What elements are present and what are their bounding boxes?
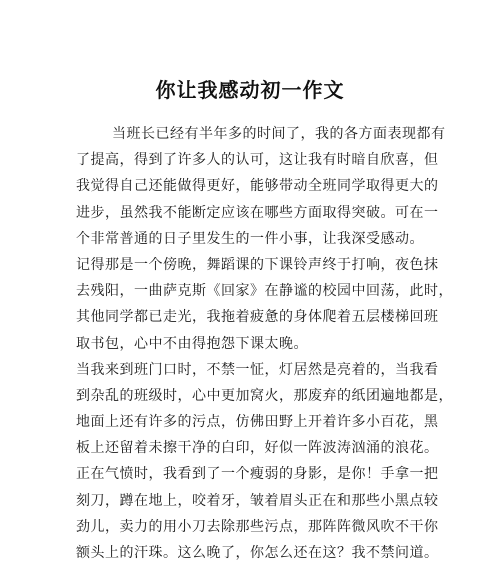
text-line-12: 地面上还有许多的污点，仿佛田野上开着许多小百花，黑 [76, 414, 439, 431]
text-line-4: 进步，虽然我不能断定应该在哪些方面取得突破。可在一 [76, 204, 439, 221]
text-line-16: 劲儿，卖力的用小刀去除那些污点，那阵阵微风吹不干你 [76, 518, 439, 535]
text-line-17: 额头上的汗珠。这么晚了，你怎么还在这？我不禁问道。 [76, 545, 439, 561]
document-title: 你让我感动初一作文 [155, 78, 345, 102]
document-body [76, 121, 453, 566]
text-line-6: 记得那是一个傍晚，舞蹈课的下课铃声终于打响，夜色抹 [76, 256, 439, 273]
text-line-5: 个非常普通的日子里发生的一件小事，让我深受感动。 [76, 230, 424, 247]
text-line-1: 当班长已经有半年多的时间了，我的各方面表现都有 [112, 126, 446, 142]
text-line-7: 去残阳，一曲萨克斯《回家》在静谧的校园中回荡，此时， [76, 283, 453, 300]
text-line-2: 了提高，得到了许多人的认可，这让我有时暗自欣喜，但 [76, 152, 439, 169]
text-line-11: 到杂乱的班级时，心中更加窝火，那废弃的纸团遍地都是， [76, 387, 453, 404]
text-line-9: 取书包，心中不由得抱怨下课太晚。 [76, 335, 308, 352]
text-line-3: 我觉得自己还能做得更好，能够带动全班同学取得更大的 [76, 178, 439, 195]
text-line-8: 其他同学都已走光，我拖着疲惫的身体爬着五层楼梯回班 [76, 309, 439, 326]
text-line-10: 当我来到班门口时，不禁一怔，灯居然是亮着的，当我看 [76, 361, 439, 378]
text-line-15: 刻刀，蹲在地上，咬着牙，皱着眉头正在和那些小黑点较 [76, 492, 439, 509]
text-line-14: 正在气愤时，我看到了一个瘦弱的身影，是你！手拿一把 [76, 466, 439, 483]
text-line-13: 板上还留着未擦干净的白印，好似一阵波涛汹涌的浪花。 [76, 440, 439, 457]
